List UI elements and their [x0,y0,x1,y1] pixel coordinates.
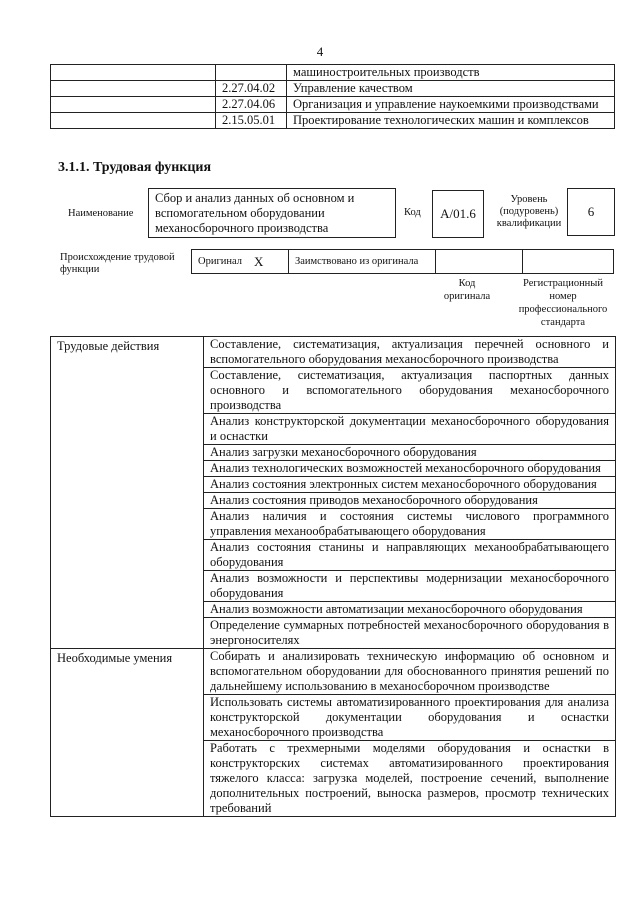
code-name-cell: Управление качеством [287,81,615,97]
list-item: Анализ состояния электронных систем механосборочного оборудования [204,477,616,493]
reg-number-label: Регистрационный номер профессионального стандарта [518,278,608,328]
list-item: Анализ возможности автоматизации механосборочного оборудования [204,602,616,618]
list-item: Анализ состояния станины и направляющих механообрабатывающего оборудования [204,540,616,571]
codes-row [51,65,615,81]
codes-blank-cell [51,97,216,113]
list-item: Работать с трехмерными моделями оборудования и оснастки в конструкторских системах автоматизированного проектирования тяжелого класса: загрузка моделей, построение сечений, выполнение дополнительных построений, выноска размеров, просмотр технических требований [204,741,616,817]
level-label: Уровень (подуровень) квалификации [496,194,562,229]
table-row [51,649,616,695]
code-name-cell: машиностроительных производств [287,65,615,81]
codes-row [51,81,615,97]
list-item: Анализ возможности и перспективы модернизации механосборочного оборудования [204,571,616,602]
name-label: Наименование [68,208,134,219]
origin-row [192,249,616,274]
code-cell: 2.15.05.01 [216,113,287,129]
page-number: 4 [316,44,324,59]
list-item: Определение суммарных потребностей механосборочного оборудования в энергоносителях [204,618,616,649]
table-row [51,337,616,368]
code-original-label: Код оригинала [443,278,491,302]
list-item: Анализ конструкторской документации механосборочного оборудования и оснастки [204,414,616,445]
list-item: Анализ технологических возможностей механосборочного оборудования [204,461,616,477]
original-cell [191,249,289,274]
list-item: Собирать и анализировать техническую информацию об основном и вспомогательном оборудовании для обоснованного принятия решений по дальнейшему использованию в механосборочном производстве [204,649,616,695]
skills-header: Необходимые умения [51,649,204,817]
function-code: A/01.6 [432,190,484,238]
list-item: Использовать системы автоматизированного проектирования для анализа конструкторской документации оборудования и оснастки механосборочного производства [204,695,616,741]
code-cell [216,65,287,81]
codes-row [51,113,615,129]
code-cell: 2.27.04.02 [216,81,287,97]
origin-label: Происхождение трудовой функции [60,252,175,275]
codes-blank-cell [51,113,216,129]
original-mark: X [254,253,264,269]
codes-blank-cell [51,81,216,97]
list-item: Составление, систематизация, актуализация паспортных данных основного и вспомогательного оборудования механосборочного производства [204,368,616,414]
list-item: Составление, систематизация, актуализация перечней основного и вспомогательного оборудования механосборочного производства [204,337,616,368]
reg-number-cell [522,249,614,274]
code-label: Код [404,207,421,218]
code-cell: 2.27.04.06 [216,97,287,113]
list-item: Анализ загрузки механосборочного оборудования [204,445,616,461]
function-name: Сбор и анализ данных об основном и вспомогательном оборудовании механосборочного производства [148,188,396,238]
borrowed-label: Заимствовано из оригинала [288,249,436,274]
list-item: Анализ наличия и состояния системы числового программного управления механообрабатывающего оборудования [204,509,616,540]
codes-row [51,97,615,113]
code-original-cell [435,249,523,274]
code-name-cell: Организация и управление наукоемкими производствами [287,97,615,113]
codes-blank-cell [51,65,216,81]
section-title: 3.1.1. Трудовая функция [58,160,212,175]
function-details-table [50,336,616,817]
code-name-cell: Проектирование технологических машин и комплексов [287,113,615,129]
education-codes-table [50,64,615,129]
qualification-level: 6 [567,188,615,236]
labor-actions-header: Трудовые действия [51,337,204,649]
list-item: Анализ состояния приводов механосборочного оборудования [204,493,616,509]
original-label: Оригинал [198,256,242,267]
